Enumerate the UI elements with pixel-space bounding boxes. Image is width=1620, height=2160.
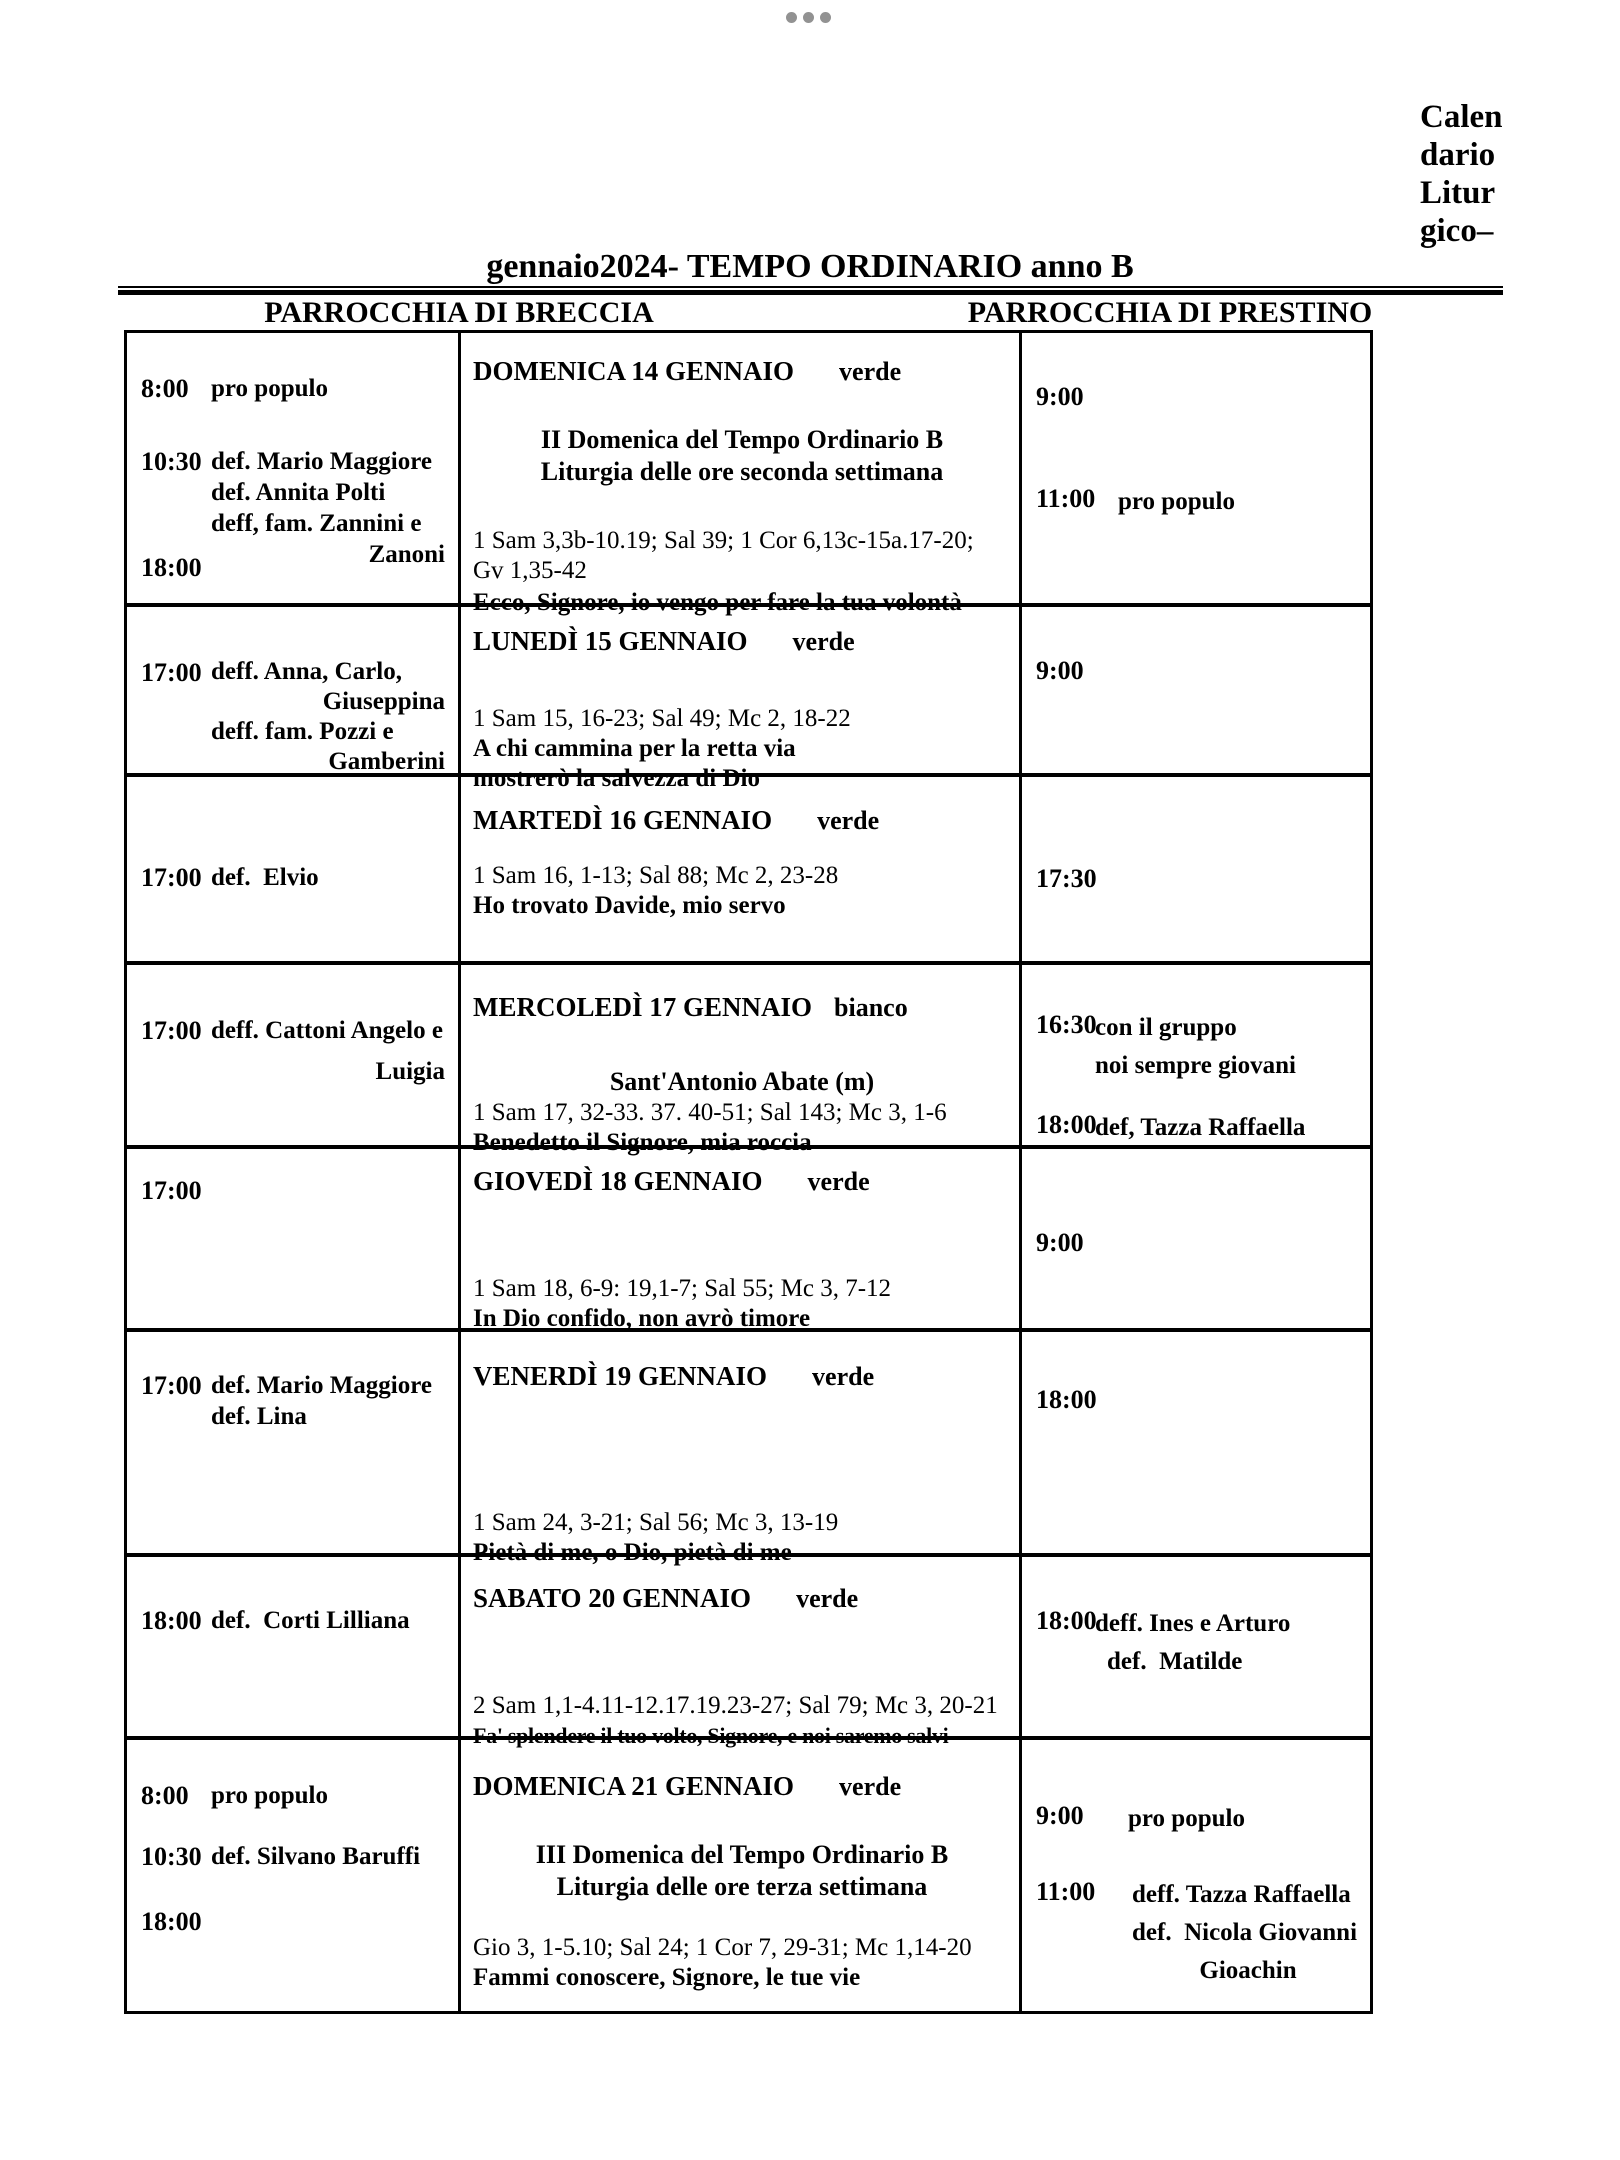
liturgical-color: verde <box>839 1772 902 1801</box>
prestino-cell <box>1019 965 1370 1158</box>
mass-intention: def. Corti Lilliana <box>211 1607 410 1634</box>
mass-time: 18:00 <box>141 1606 202 1635</box>
mass-time: 17:00 <box>141 1371 202 1400</box>
responsorial-psalm: Fa' splendere il tuo volto, Signore, e noi saremo salvi <box>473 1723 949 1748</box>
day-title: VENERDÌ 19 GENNAIO <box>473 1361 768 1391</box>
feast-line: Liturgia delle ore terza settimana <box>556 1872 928 1901</box>
calendar-table <box>124 330 1373 2014</box>
mass-time: 16:30 <box>1036 1010 1097 1039</box>
mass-intention: deff. Anna, Carlo, <box>211 658 402 685</box>
mass-time: 9:00 <box>1036 656 1084 685</box>
feast-line: III Domenica del Tempo Ordinario B <box>535 1840 949 1869</box>
mass-time: 8:00 <box>141 1781 189 1810</box>
responsorial-psalm: Fammi conoscere, Signore, le tue vie <box>473 1964 861 1991</box>
day-title: MERCOLEDÌ 17 GENNAIO <box>473 992 813 1022</box>
responsorial-psalm: mostrerò la salvezza di Dio <box>473 765 760 792</box>
mass-intention: deff. Cattoni Angelo e <box>211 1017 443 1044</box>
mass-time: 11:00 <box>1036 484 1096 513</box>
readings-line: 2 Sam 1,1-4.11-12.17.19.23-27; Sal 79; Mc 3, 20-21 <box>473 1692 998 1719</box>
prestino-cell <box>1019 1557 1370 1751</box>
readings-line: 1 Sam 24, 3-21; Sal 56; Mc 3, 13-19 <box>473 1509 839 1536</box>
mass-time: 18:00 <box>1036 1110 1097 1139</box>
liturgical-color: verde <box>812 1362 875 1391</box>
mass-time: 9:00 <box>1036 1801 1084 1830</box>
mass-time: 9:00 <box>1036 382 1084 411</box>
day-info-cell <box>461 1740 1019 2011</box>
day-title: DOMENICA 14 GENNAIO <box>473 356 795 386</box>
responsorial-psalm: Ho trovato Davide, mio servo <box>473 892 786 919</box>
mass-intention: deff. Ines e Arturo <box>1095 1610 1291 1637</box>
mass-time: 18:00 <box>141 553 202 582</box>
readings-line: 1 Sam 18, 6-9: 19,1-7; Sal 55; Mc 3, 7-12 <box>473 1275 892 1302</box>
mass-time: 18:00 <box>1036 1606 1097 1635</box>
mass-intention: Gioachin <box>1199 1957 1297 1984</box>
feast-line: Liturgia delle ore seconda settimana <box>540 457 944 486</box>
side-note-line: dario <box>1420 137 1496 173</box>
mass-intention: pro populo <box>1128 1805 1245 1832</box>
dot-icon <box>820 12 831 23</box>
responsorial-psalm: Benedetto il Signore, mia roccia <box>473 1129 812 1156</box>
calendar-row-domenica-21 <box>127 1736 1370 2011</box>
day-title: LUNEDÌ 15 GENNAIO <box>473 626 748 656</box>
breccia-cell <box>127 333 461 618</box>
mass-time: 17:00 <box>141 1016 202 1045</box>
day-title: GIOVEDÌ 18 GENNAIO <box>473 1166 763 1196</box>
mass-time: 8:00 <box>141 374 189 403</box>
overflow-menu-icon[interactable] <box>786 12 831 23</box>
mass-intention: deff. Tazza Raffaella <box>1132 1881 1351 1908</box>
readings-line: 1 Sam 3,3b-10.19; Sal 39; 1 Cor 6,13c-15a.17-20; <box>473 527 974 554</box>
mass-note: noi sempre giovani <box>1095 1052 1296 1079</box>
responsorial-psalm: Pietà di me, o Dio, pietà di me <box>473 1539 792 1566</box>
mass-intention: Luigia <box>375 1058 445 1085</box>
mass-time: 17:30 <box>1036 864 1097 893</box>
breccia-cell <box>127 1332 461 1568</box>
mass-time: 17:00 <box>141 658 202 687</box>
responsorial-psalm: A chi cammina per la retta via <box>473 735 796 762</box>
liturgical-color: verde <box>796 1584 859 1613</box>
parish-header-prestino: PARROCCHIA DI PRESTINO <box>967 296 1373 329</box>
mass-intention: def. Lina <box>211 1403 307 1430</box>
liturgical-color: verde <box>807 1167 870 1196</box>
day-info-cell <box>461 777 1019 961</box>
day-info-cell <box>461 1149 1019 1334</box>
day-info-cell <box>461 1557 1019 1751</box>
prestino-cell <box>1019 1332 1370 1568</box>
mass-intention: pro populo <box>211 1782 328 1809</box>
prestino-cell <box>1019 607 1370 794</box>
mass-intention: def. Mario Maggiore <box>211 448 432 475</box>
prestino-cell <box>1019 777 1370 961</box>
day-title: SABATO 20 GENNAIO <box>473 1583 752 1613</box>
mass-intention: Giuseppina <box>322 688 445 715</box>
breccia-cell <box>127 1149 461 1334</box>
mass-time: 17:00 <box>141 1176 202 1205</box>
side-note <box>1420 98 1540 250</box>
breccia-cell <box>127 965 461 1158</box>
mass-intention: deff. fam. Pozzi e <box>211 718 394 745</box>
mass-intention: def. Mario Maggiore <box>211 1372 432 1399</box>
mass-note: con il gruppo <box>1095 1014 1237 1041</box>
calendar-row-domenica-14 <box>127 333 1370 616</box>
mass-time: 17:00 <box>141 863 202 892</box>
readings-line: 1 Sam 15, 16-23; Sal 49; Mc 2, 18-22 <box>473 705 851 732</box>
side-note-line: gico– <box>1420 213 1494 249</box>
mass-time: 18:00 <box>1036 1385 1097 1414</box>
page-title: gennaio2024- TEMPO ORDINARIO anno B <box>486 248 1134 285</box>
responsorial-psalm: Ecco, Signore, io vengo per fare la tua volontà <box>473 589 962 616</box>
liturgical-color: verde <box>792 627 855 656</box>
parish-header-breccia: PARROCCHIA DI BRECCIA <box>264 296 654 329</box>
prestino-cell <box>1019 1740 1370 2011</box>
day-info-cell <box>461 607 1019 794</box>
mass-intention: deff, fam. Zannini e <box>211 510 422 537</box>
readings-line: 1 Sam 17, 32-33. 37. 40-51; Sal 143; Mc 3, 1-6 <box>473 1099 947 1126</box>
responsorial-psalm: In Dio confido, non avrò timore <box>473 1305 811 1332</box>
mass-intention: Zanoni <box>368 541 445 568</box>
readings-line: Gv 1,35-42 <box>473 557 587 584</box>
mass-intention: def. Annita Polti <box>211 479 386 506</box>
mass-time: 10:30 <box>141 1842 202 1871</box>
side-note-line: Litur <box>1420 175 1496 211</box>
day-info-cell <box>461 1332 1019 1568</box>
calendar-row-mercoledi-17 <box>127 961 1370 1156</box>
readings-line: Gio 3, 1-5.10; Sal 24; 1 Cor 7, 29-31; Mc 1,14-20 <box>473 1934 972 1961</box>
prestino-cell <box>1019 1149 1370 1334</box>
feast-line: II Domenica del Tempo Ordinario B <box>540 425 944 454</box>
dot-icon <box>803 12 814 23</box>
day-title: DOMENICA 21 GENNAIO <box>473 1771 795 1801</box>
mass-time: 11:00 <box>1036 1877 1096 1906</box>
calendar-row-sabato-20 <box>127 1553 1370 1748</box>
calendar-row-lunedi-15 <box>127 603 1370 792</box>
liturgical-color: verde <box>817 806 880 835</box>
readings-line: 1 Sam 16, 1-13; Sal 88; Mc 2, 23-28 <box>473 862 839 889</box>
mass-intention: pro populo <box>211 375 328 402</box>
mass-time: 9:00 <box>1036 1228 1084 1257</box>
mass-intention: def. Matilde <box>1107 1648 1243 1675</box>
breccia-cell <box>127 607 461 794</box>
breccia-cell <box>127 777 461 961</box>
breccia-cell <box>127 1557 461 1751</box>
mass-intention: def, Tazza Raffaella <box>1095 1114 1306 1141</box>
title-rule <box>118 286 1503 295</box>
liturgical-color: verde <box>839 357 902 386</box>
day-info-cell <box>461 333 1019 618</box>
calendar-row-giovedi-18 <box>127 1145 1370 1332</box>
mass-intention: def. Silvano Baruffi <box>211 1843 421 1870</box>
side-note-line: Calen <box>1420 99 1503 135</box>
mass-time: 18:00 <box>141 1907 202 1936</box>
mass-intention: pro populo <box>1118 488 1235 515</box>
mass-intention: Gamberini <box>328 748 445 775</box>
calendar-row-venerdi-19 <box>127 1328 1370 1566</box>
liturgical-color: bianco <box>834 993 908 1022</box>
day-info-cell <box>461 965 1019 1158</box>
day-title: MARTEDÌ 16 GENNAIO <box>473 805 773 835</box>
mass-intention: def. Nicola Giovanni <box>1132 1919 1358 1946</box>
prestino-cell <box>1019 333 1370 618</box>
mass-time: 10:30 <box>141 447 202 476</box>
calendar-row-martedi-16 <box>127 773 1370 961</box>
breccia-cell <box>127 1740 461 2011</box>
feast-line: Sant'Antonio Abate (m) <box>609 1067 875 1096</box>
dot-icon <box>786 12 797 23</box>
mass-intention: def. Elvio <box>211 864 319 891</box>
